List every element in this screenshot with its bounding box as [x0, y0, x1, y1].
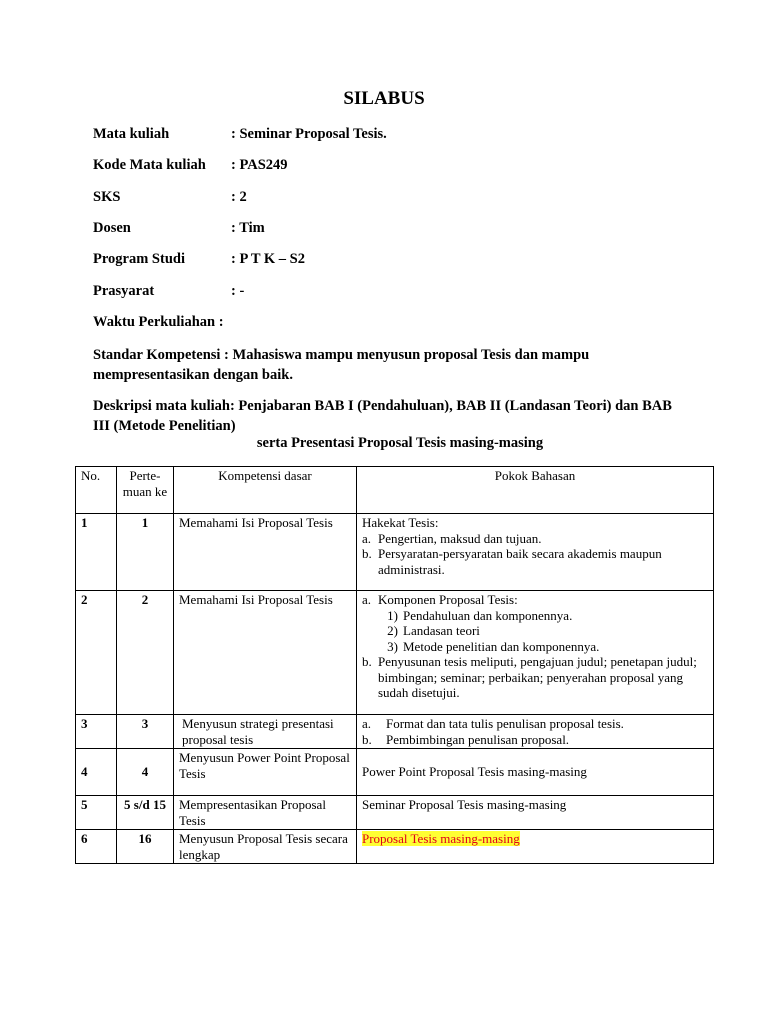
list-marker: a. [362, 716, 372, 731]
row-no: 5 [76, 796, 117, 830]
row-pokok-bahasan [357, 591, 714, 715]
row-pertemuan: 3 [117, 715, 174, 749]
meta-row-sks [93, 189, 247, 206]
list-marker: b. [362, 731, 372, 747]
row-pertemuan: 4 [117, 749, 174, 796]
meta-label: Mata kuliah [93, 126, 170, 142]
header-kompetensi: Kompetensi dasar [174, 467, 357, 514]
list-item [362, 592, 708, 608]
row-pokok-bahasan: Power Point Proposal Tesis masing-masing [357, 749, 714, 796]
list-item [362, 546, 708, 577]
list-item [362, 732, 708, 748]
row-kompetensi: Menyusun Power Point Proposal Tesis [174, 749, 357, 796]
sub-list-text: Metode penelitian dan komponennya. [403, 638, 600, 654]
header-pokok-bahasan: Pokok Bahasan [357, 467, 714, 514]
sub-list-marker: 1) [387, 607, 398, 623]
sub-list [362, 608, 708, 655]
row-no: 3 [76, 715, 117, 749]
list-text: Persyaratan-persyaratan baik secara akademis maupun administrasi. [378, 546, 662, 577]
meta-label: Dosen [93, 220, 131, 236]
row-pokok-bahasan [357, 830, 714, 864]
row-kompetensi: Menyusun strategi presentasi proposal tesis [174, 715, 357, 749]
row-no: 6 [76, 830, 117, 864]
list-marker: b. [362, 546, 372, 561]
highlighted-text: Proposal Tesis masing-masing [362, 831, 520, 846]
syllabus-table [75, 466, 714, 864]
row-kompetensi: Memahami Isi Proposal Tesis [174, 514, 357, 591]
sub-list-text: Pendahuluan dan komponennya. [403, 607, 573, 623]
row-no: 4 [76, 749, 117, 796]
header-pertemuan: Perte-muan ke [117, 467, 174, 514]
header-no: No. [76, 467, 117, 514]
meta-row-dosen [93, 220, 265, 237]
meta-label: Prasyarat [93, 283, 155, 299]
row-kompetensi: Menyusun Proposal Tesis secara lengkap [174, 830, 357, 864]
table-row [76, 796, 714, 830]
row-pertemuan: 2 [117, 591, 174, 715]
list-text: Pengertian, maksud dan tujuan. [378, 530, 542, 546]
meta-label: Program Studi [93, 251, 185, 267]
table-row [76, 591, 714, 715]
list-text: Komponen Proposal Tesis: [378, 592, 518, 607]
meta-value: : P T K – S2 [231, 251, 306, 267]
sub-list-marker: 2) [387, 623, 398, 638]
row-pertemuan: 16 [117, 830, 174, 864]
meta-value: : Tim [231, 220, 265, 236]
table-row [76, 715, 714, 749]
row-pokok-bahasan: Seminar Proposal Tesis masing-masing [357, 796, 714, 830]
meta-row-program-studi [93, 251, 305, 268]
pokok-intro: Hakekat Tesis: [362, 515, 439, 530]
meta-value: : Seminar Proposal Tesis. [231, 126, 387, 142]
document-title: SILABUS [343, 88, 425, 109]
list-marker: b. [362, 654, 372, 669]
list-marker: a. [362, 530, 372, 546]
sub-list-item [378, 623, 708, 639]
sub-list-item [378, 608, 708, 624]
list-item [362, 716, 708, 732]
meta-value: : [215, 314, 224, 330]
row-no: 1 [76, 514, 117, 591]
sub-list-marker: 3) [387, 638, 398, 654]
meta-value: : PAS249 [231, 157, 288, 173]
meta-value: : - [231, 283, 245, 299]
meta-row-prasyarat [93, 283, 244, 300]
row-pokok-bahasan [357, 715, 714, 749]
row-kompetensi: Mempresentasikan Proposal Tesis [174, 796, 357, 830]
standar-kompetensi: Standar Kompetensi : Mahasiswa mampu menyusun proposal Tesis dan mampu mempresentasikan dengan baik. [93, 347, 590, 383]
row-pertemuan: 5 s/d 15 [117, 796, 174, 830]
row-pokok-bahasan [357, 514, 714, 591]
row-kompetensi: Memahami Isi Proposal Tesis [174, 591, 357, 715]
list-item [362, 531, 708, 547]
table-row [76, 830, 714, 864]
sub-list-text: Landasan teori [403, 623, 480, 638]
table-row [76, 514, 714, 591]
list-text: Penyusunan tesis meliputi, pengajuan judul; penetapan judul; bimbingan; seminar; perbaikan; penyerahan proposal yang sudah disetujui. [378, 654, 697, 700]
deskripsi-mata-kuliah: Deskripsi mata kuliah: Penjabaran BAB I (Pendahuluan), BAB II (Landasan Teori) dan BAB III (Metode Penelitian) [93, 398, 672, 434]
meta-label: SKS [93, 189, 121, 205]
deskripsi-continuation: serta Presentasi Proposal Tesis masing-masing [256, 435, 544, 451]
meta-row-waktu [93, 314, 224, 331]
list-item [362, 654, 708, 701]
meta-row-mata-kuliah [93, 126, 387, 143]
meta-label: Waktu Perkuliahan [93, 314, 216, 330]
list-marker: a. [362, 592, 372, 607]
meta-row-kode [93, 157, 288, 174]
row-pertemuan: 1 [117, 514, 174, 591]
list-text: Pembimbingan penulisan proposal. [386, 731, 570, 747]
list-text: Format dan tata tulis penulisan proposal tesis. [386, 716, 624, 731]
row-no: 2 [76, 591, 117, 715]
table-row [76, 749, 714, 796]
meta-value: : 2 [231, 189, 247, 205]
meta-label: Kode Mata kuliah [93, 157, 206, 173]
sub-list-item [378, 639, 708, 655]
table-header-row [76, 467, 714, 514]
